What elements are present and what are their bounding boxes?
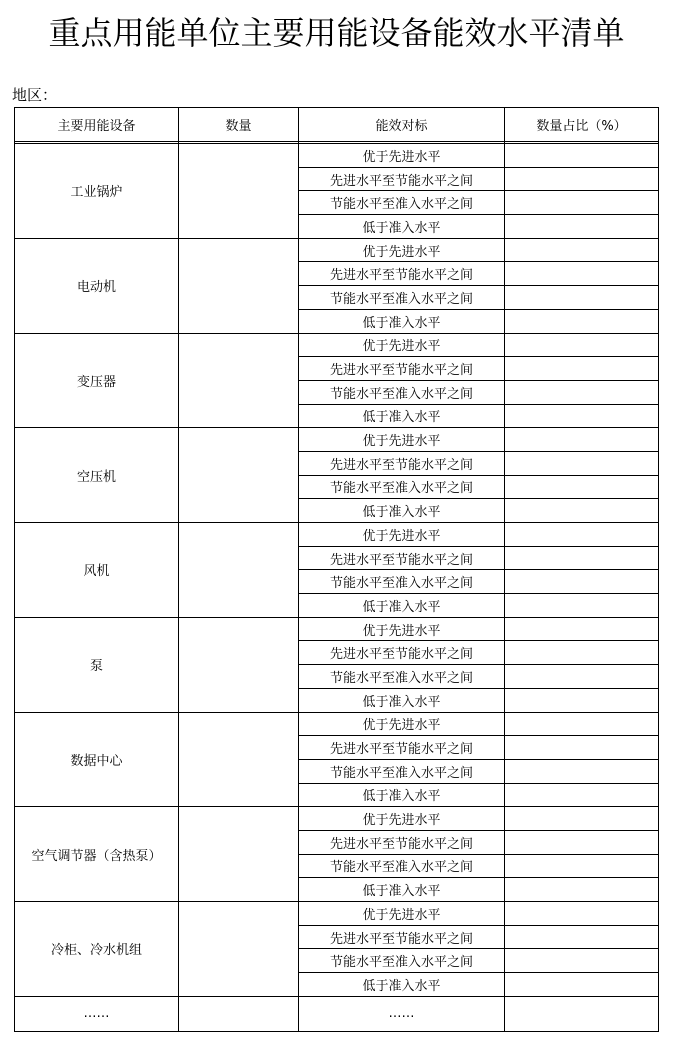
benchmark-level-cell: 先进水平至节能水平之间 [299, 451, 505, 475]
benchmark-level-cell: 优于先进水平 [299, 617, 505, 641]
share-cell [505, 949, 659, 973]
ellipsis-benchmark-cell: …… [299, 996, 505, 1031]
equipment-name-cell: 冷柜、冷水机组 [15, 902, 179, 997]
benchmark-level-cell: 节能水平至准入水平之间 [299, 191, 505, 215]
benchmark-level-cell: 优于先进水平 [299, 428, 505, 452]
share-cell [505, 451, 659, 475]
benchmark-level-cell: 节能水平至准入水平之间 [299, 570, 505, 594]
share-cell [505, 807, 659, 831]
benchmark-level-cell: 节能水平至准入水平之间 [299, 665, 505, 689]
equipment-name-cell: 泵 [15, 617, 179, 712]
equipment-name-cell: 空压机 [15, 428, 179, 523]
quantity-cell [179, 333, 299, 428]
table-row-ellipsis [15, 996, 659, 1031]
benchmark-level-cell: 优于先进水平 [299, 238, 505, 262]
share-cell [505, 617, 659, 641]
quantity-cell [179, 144, 299, 239]
table-row [15, 617, 659, 641]
ellipsis-quantity-cell [179, 996, 299, 1031]
equipment-efficiency-table [14, 107, 659, 1032]
benchmark-level-cell: 节能水平至准入水平之间 [299, 949, 505, 973]
benchmark-level-cell: 优于先进水平 [299, 333, 505, 357]
equipment-name-cell: 空气调节器（含热泵） [15, 807, 179, 902]
benchmark-level-cell: 低于准入水平 [299, 973, 505, 997]
share-cell [505, 641, 659, 665]
table-row [15, 902, 659, 926]
share-cell [505, 902, 659, 926]
quantity-cell [179, 428, 299, 523]
benchmark-level-cell: 先进水平至节能水平之间 [299, 641, 505, 665]
benchmark-level-cell: 低于准入水平 [299, 783, 505, 807]
share-cell [505, 499, 659, 523]
table-row [15, 523, 659, 547]
share-cell [505, 570, 659, 594]
share-cell [505, 144, 659, 168]
equipment-name-cell: 工业锅炉 [15, 144, 179, 239]
table-row [15, 807, 659, 831]
share-cell [505, 238, 659, 262]
header-benchmark: 能效对标 [299, 108, 505, 142]
share-cell [505, 594, 659, 618]
benchmark-level-cell: 节能水平至准入水平之间 [299, 380, 505, 404]
benchmark-level-cell: 先进水平至节能水平之间 [299, 167, 505, 191]
region-label: 地区： [12, 86, 58, 104]
table-row [15, 712, 659, 736]
equipment-name-cell: 风机 [15, 523, 179, 618]
share-cell [505, 830, 659, 854]
benchmark-level-cell: 优于先进水平 [299, 902, 505, 926]
benchmark-level-cell: 先进水平至节能水平之间 [299, 736, 505, 760]
benchmark-level-cell: 优于先进水平 [299, 807, 505, 831]
header-quantity: 数量 [179, 108, 299, 142]
benchmark-level-cell: 优于先进水平 [299, 523, 505, 547]
benchmark-level-cell: 优于先进水平 [299, 144, 505, 168]
page-title: 重点用能单位主要用能设备能效水平清单 [48, 14, 625, 52]
share-cell [505, 191, 659, 215]
share-cell [505, 357, 659, 381]
table-row [15, 333, 659, 357]
benchmark-level-cell: 节能水平至准入水平之间 [299, 286, 505, 310]
equipment-name-cell: 数据中心 [15, 712, 179, 807]
quantity-cell [179, 238, 299, 333]
share-cell [505, 688, 659, 712]
ellipsis-share-cell [505, 996, 659, 1031]
benchmark-level-cell: 先进水平至节能水平之间 [299, 357, 505, 381]
share-cell [505, 712, 659, 736]
equipment-name-cell: 电动机 [15, 238, 179, 333]
share-cell [505, 925, 659, 949]
benchmark-level-cell: 低于准入水平 [299, 878, 505, 902]
share-cell [505, 546, 659, 570]
quantity-cell [179, 523, 299, 618]
benchmark-level-cell: 优于先进水平 [299, 712, 505, 736]
benchmark-level-cell: 低于准入水平 [299, 309, 505, 333]
share-cell [505, 428, 659, 452]
share-cell [505, 380, 659, 404]
share-cell [505, 167, 659, 191]
share-cell [505, 878, 659, 902]
benchmark-level-cell: 低于准入水平 [299, 594, 505, 618]
table-row [15, 238, 659, 262]
quantity-cell [179, 617, 299, 712]
table-row [15, 428, 659, 452]
share-cell [505, 665, 659, 689]
share-cell [505, 215, 659, 239]
equipment-name-cell: 变压器 [15, 333, 179, 428]
benchmark-level-cell: 节能水平至准入水平之间 [299, 475, 505, 499]
share-cell [505, 759, 659, 783]
share-cell [505, 309, 659, 333]
share-cell [505, 286, 659, 310]
quantity-cell [179, 807, 299, 902]
quantity-cell [179, 712, 299, 807]
share-cell [505, 783, 659, 807]
table-body [15, 142, 659, 1032]
benchmark-level-cell: 节能水平至准入水平之间 [299, 854, 505, 878]
benchmark-level-cell: 低于准入水平 [299, 688, 505, 712]
header-equipment: 主要用能设备 [15, 108, 179, 142]
share-cell [505, 404, 659, 428]
share-cell [505, 475, 659, 499]
benchmark-level-cell: 先进水平至节能水平之间 [299, 830, 505, 854]
share-cell [505, 262, 659, 286]
benchmark-level-cell: 低于准入水平 [299, 499, 505, 523]
share-cell [505, 736, 659, 760]
share-cell [505, 854, 659, 878]
share-cell [505, 333, 659, 357]
table-header-row [15, 108, 659, 142]
share-cell [505, 973, 659, 997]
table-row [15, 144, 659, 168]
header-share: 数量占比（%） [505, 108, 659, 142]
benchmark-level-cell: 低于准入水平 [299, 404, 505, 428]
quantity-cell [179, 902, 299, 997]
benchmark-level-cell: 先进水平至节能水平之间 [299, 546, 505, 570]
benchmark-level-cell: 节能水平至准入水平之间 [299, 759, 505, 783]
share-cell [505, 523, 659, 547]
benchmark-level-cell: 先进水平至节能水平之间 [299, 262, 505, 286]
benchmark-level-cell: 先进水平至节能水平之间 [299, 925, 505, 949]
benchmark-level-cell: 低于准入水平 [299, 215, 505, 239]
ellipsis-equipment-cell: …… [15, 996, 179, 1031]
